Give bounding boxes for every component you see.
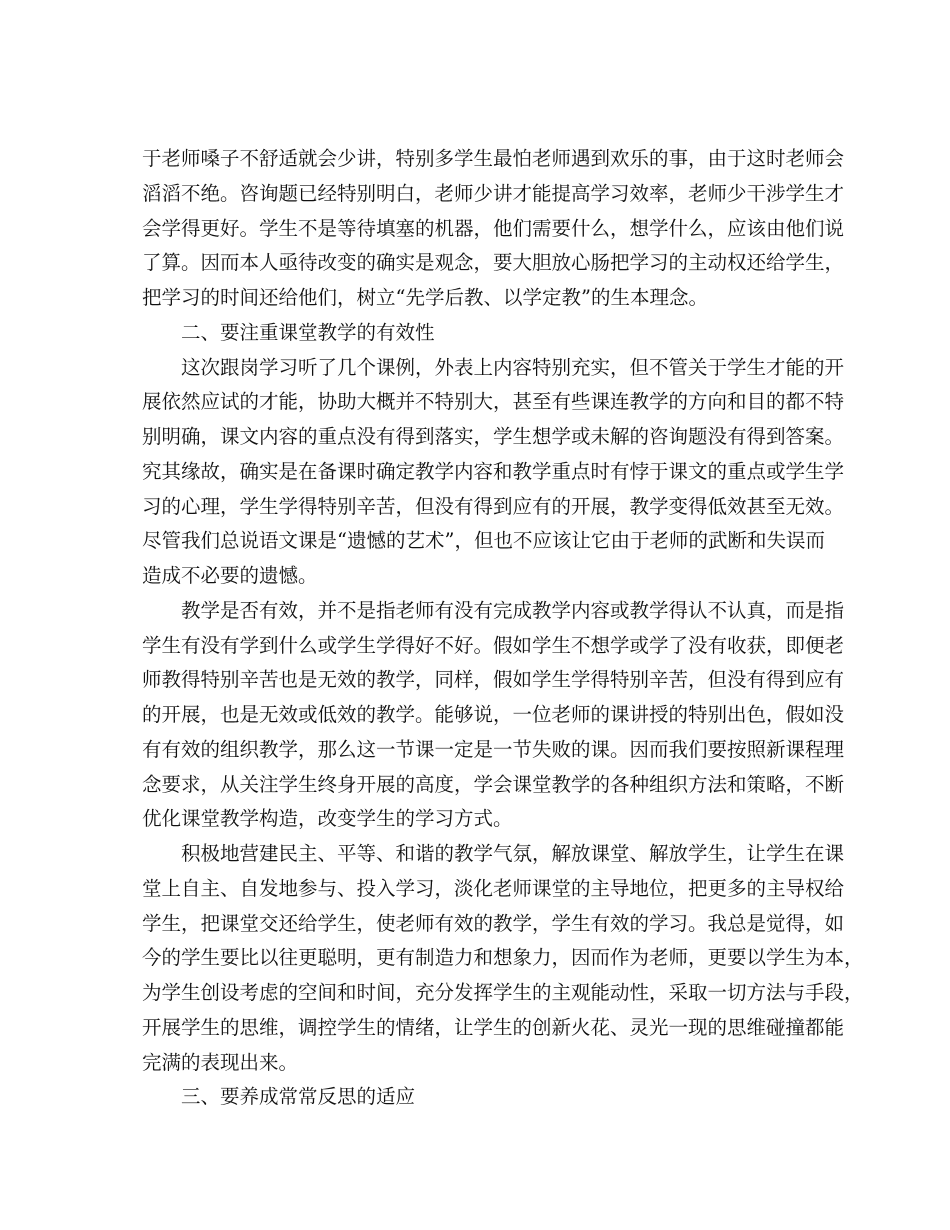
text-line: 别明确，课文内容的重点没有得到落实，学生想学或未解的咨询题没有得到答案。 <box>142 425 845 448</box>
text-line: 学生，把课堂交还给学生，使老师有效的教学，学生有效的学习。我总是觉得，如 <box>142 911 845 935</box>
text-line: 有有效的组织教学，那么这一节课一定是一节失败的课。因而我们要按照新课程理 <box>142 737 845 761</box>
text-line: 习的心理，学生学得特别辛苦，但没有得到应有的开展，教学变得低效甚至无效。 <box>142 494 845 518</box>
text-line: 开展学生的思维，调控学生的情绪，让学生的创新火花、灵光一现的思维碰撞都能 <box>142 1015 845 1039</box>
text-line: 于老师嗓子不舒适就会少讲，特别多学生最怕老师遇到欢乐的事，由于这时老师会 <box>142 147 845 170</box>
text-line: 滔滔不绝。咨询题已经特别明白，老师少讲才能提高学习效率，老师少干涉学生才 <box>142 181 845 205</box>
text-line: 的开展，也是无效或低效的教学。能够说，一位老师的课讲授的特别出色，假如没 <box>142 703 845 726</box>
text-line: 展依然应试的才能，协助大概并不特别大，甚至有些课连教学的方向和目的都不特 <box>142 390 845 414</box>
text-line: 堂上自主、自发地参与、投入学习，淡化老师课堂的主导地位，把更多的主导权给 <box>142 876 845 900</box>
text-line: 了算。因而本人亟待改变的确实是观念，要大胆放心肠把学习的主动权还给学生， <box>142 251 845 275</box>
text-line: 究其缘故，确实是在备课时确定教学内容和教学重点时有悖于课文的重点或学生学 <box>142 459 845 483</box>
text-line: 会学得更好。学生不是等待填塞的机器，他们需要什么，想学什么，应该由他们说 <box>142 216 845 240</box>
text-line: 完满的表现出来。 <box>142 1050 299 1074</box>
text-line: 积极地营建民主、平等、和谐的教学气氛，解放课堂、解放学生，让学生在课 <box>181 842 845 865</box>
text-line: 师教得特别辛苦也是无效的教学，同样，假如学生学得特别辛苦，但没有得到应有 <box>142 668 845 692</box>
text-line: 为学生创设考虑的空间和时间，充分发挥学生的主观能动性，采取一切方法与手段， <box>142 981 864 1004</box>
text-line: 造成不必要的遗憾。 <box>142 564 318 587</box>
text-line: 学生有没有学到什么或学生学得好不好。假如学生不想学或学了没有收获，即便老 <box>142 633 845 657</box>
text-line: 尽管我们总说语文课是“遗憾的艺术”，但也不应该让它由于老师的武断和失误而 <box>142 529 825 553</box>
text-line: 教学是否有效，并不是指老师有没有完成教学内容或教学得认不认真，而是指 <box>181 598 845 622</box>
document-page <box>142 142 864 1115</box>
text-line: 今的学生要比以往更聪明，更有制造力和想象力，因而作为老师，更要以学生为本， <box>142 946 864 970</box>
section-heading: 二、要注重课堂教学的有效性 <box>181 320 435 344</box>
text-line: 这次跟岗学习听了几个课例，外表上内容特别充实，但不管关于学生才能的开 <box>181 355 845 379</box>
section-heading: 三、要养成常常反思的适应 <box>181 1085 416 1109</box>
text-line: 把学习的时间还给他们，树立“先学后教、以学定教”的生本理念。 <box>142 286 708 309</box>
text-line: 念要求，从关注学生终身开展的高度，学会课堂教学的各种组织方法和策略，不断 <box>142 772 845 796</box>
text-line: 优化课堂教学构造，改变学生的学习方式。 <box>142 807 513 831</box>
